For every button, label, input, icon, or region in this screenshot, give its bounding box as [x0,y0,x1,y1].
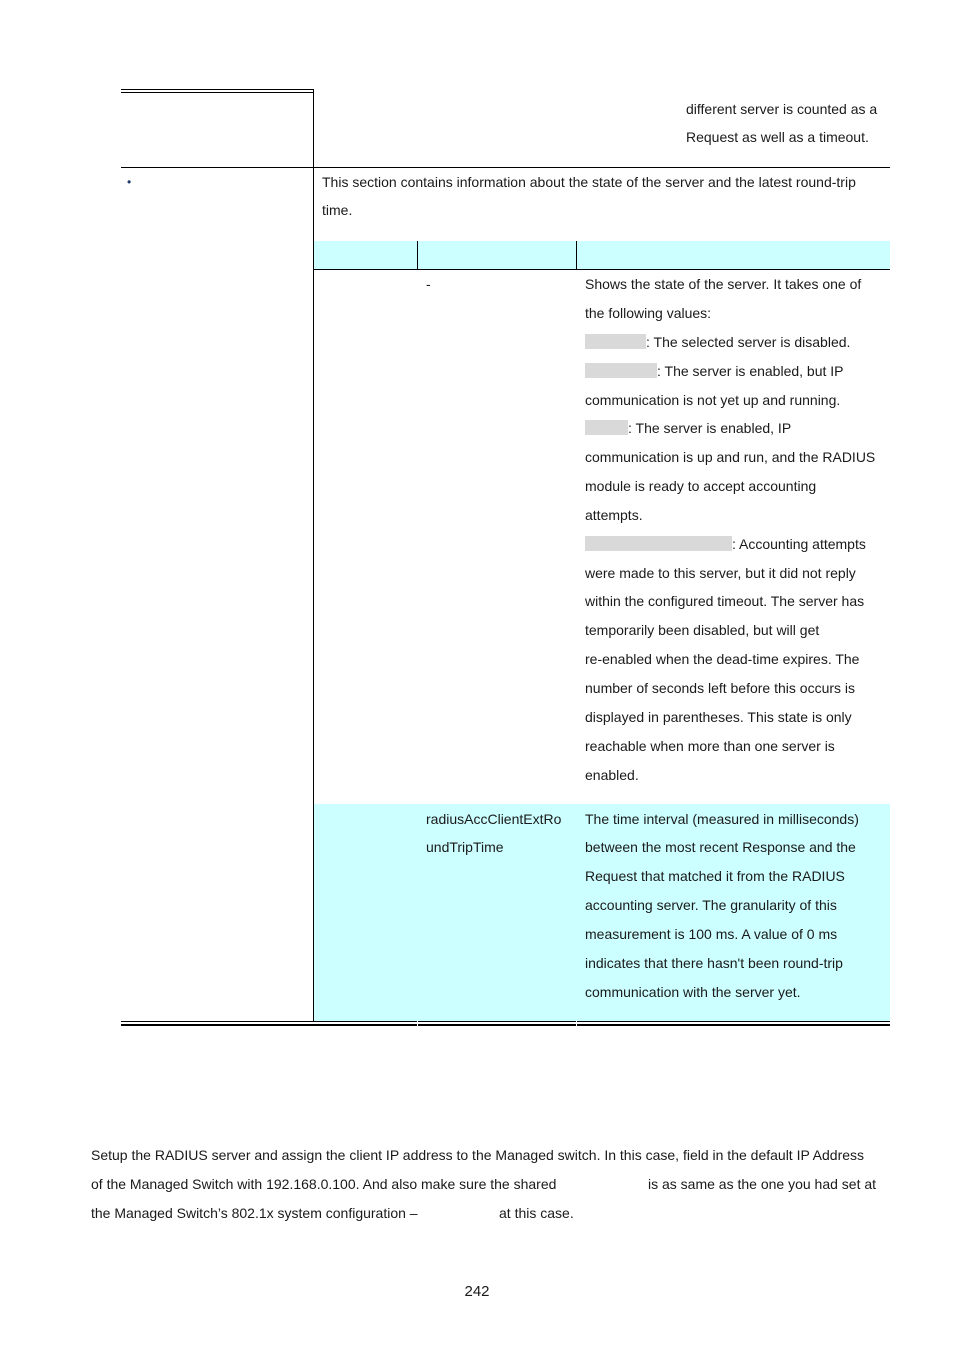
row-description-line: Request that matched it from the RADIUS [585,868,845,884]
row-description-line: module is ready to accept accounting [585,478,817,494]
row-description-line: the following values: [585,305,712,321]
paragraph-line: is as same as the one you had set at [648,1176,877,1192]
row-description-line: communication is up and run, and the RADIUS [585,449,876,465]
row-description-line: reachable when more than one server is [585,738,835,754]
section-text-line: time. [322,202,353,218]
row-description-line: communication with the server yet. [585,984,801,1000]
row-description-line: between the most recent Response and the [585,839,856,855]
row-description-line: within the configured timeout. The server has [585,593,865,609]
redacted-term [585,334,646,349]
table-bottom-rule-2 [121,1024,890,1026]
row-object-name: radiusAccClientExtRo [426,811,562,827]
paragraph-line: at this case. [499,1205,574,1221]
bottom-gap [417,1021,418,1026]
row-description-line: attempts. [585,507,643,523]
header-divider [417,241,418,269]
redacted-term [585,536,732,551]
state-value-not-ready: : The server is enabled, but IP [585,357,844,386]
page-number: 242 [464,1283,490,1300]
row-object-name: - [426,276,431,292]
header-divider [576,241,577,269]
row-description-line: accounting server. The granularity of this [585,897,837,913]
redacted-term [585,363,657,378]
paragraph-line: of the Managed Switch with 192.168.0.100. And also make sure the shared [91,1176,557,1192]
paragraph-line: Setup the RADIUS server and assign the client IP address to the Managed switch. In this case, field in the default IP Address [91,1147,865,1163]
row-description-line: enabled. [585,767,639,783]
row-object-name: undTripTime [426,839,504,855]
section-text-line: This section contains information about the state of the server and the latest round-trip [322,174,856,190]
state-value-dead: : Accounting attempts [585,530,866,559]
row-description-line: temporarily been disabled, but will get [585,622,820,638]
inner-table-header [314,241,890,269]
paragraph-line: the Managed Switch’s 802.1x system configuration – [91,1205,418,1221]
cell-text-line: different server is counted as a [686,101,878,117]
row-description-line: measurement is 100 ms. A value of 0 ms [585,926,838,942]
row-description-line: Shows the state of the server. It takes one of [585,276,862,292]
row-description-line: re-enabled when the dead-time expires. The [585,651,860,667]
row-description-line: indicates that there hasn't been round-trip [585,955,843,971]
row-description-line: were made to this server, but it did not reply [585,565,856,581]
row-description-line: number of seconds left before this occurs is [585,680,856,696]
state-value-disabled: : The selected server is disabled. [585,328,850,357]
row-description-line: communication is not yet up and running. [585,392,841,408]
bullet-icon: • [127,175,132,189]
state-value-ready: : The server is enabled, IP [585,414,791,443]
redacted-term [585,420,628,435]
table-top-rule [121,89,313,90]
cell-text-line: Request as well as a timeout. [686,129,869,145]
table-top-rule-2 [121,92,313,93]
row-description-line: The time interval (measured in milliseconds) [585,811,859,827]
row-description-line: displayed in parentheses. This state is only [585,709,852,725]
bottom-gap [576,1021,577,1026]
table-bottom-rule [121,1021,890,1022]
